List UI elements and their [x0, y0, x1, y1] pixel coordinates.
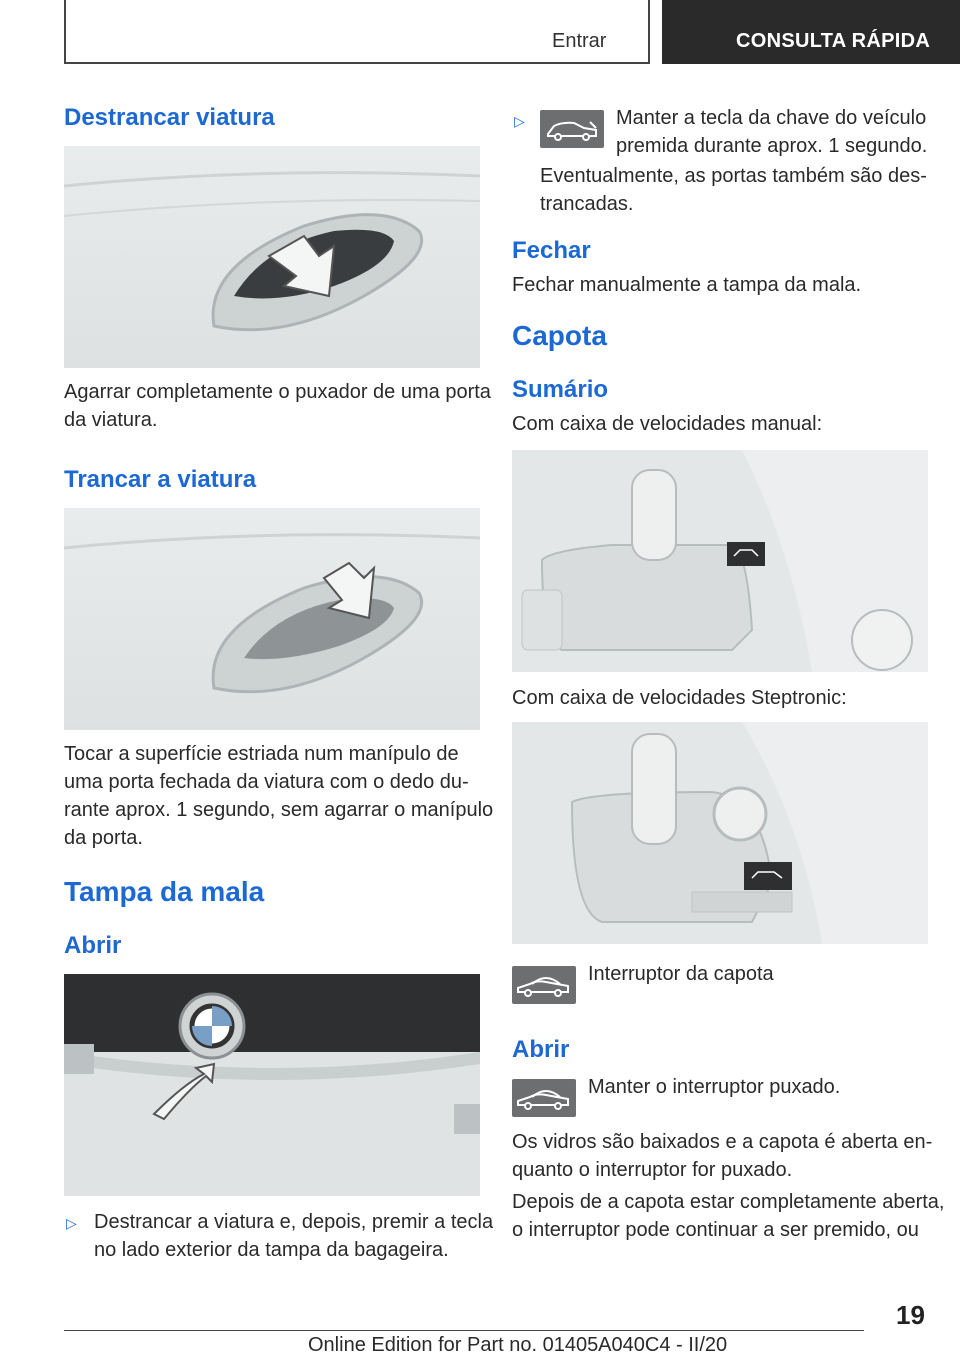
heading-abrir: Abrir	[64, 932, 122, 959]
bullet-triangle-icon: ▷	[66, 1215, 77, 1231]
image-trunk-button	[64, 974, 480, 1196]
para-trancar-l3: rante aprox. 1 segundo, sem agarrar o manípulo	[64, 799, 494, 821]
para-destrancar-l1: Agarrar completamente o puxador de uma porta	[64, 381, 491, 403]
header-rule-left	[64, 0, 66, 64]
heading-fechar: Fechar	[512, 237, 591, 264]
para-eventual-l1: Eventualmente, as portas também são des-	[540, 165, 927, 187]
convertible-roof-icon	[512, 966, 576, 1004]
bullet-abrir-l1: Destrancar a viatura e, depois, premir a tecla	[94, 1211, 494, 1233]
para-trancar-l2: uma porta fechada da viatura com o dedo du-	[64, 771, 469, 793]
bullet-key-l2: premida durante aprox. 1 segundo.	[616, 135, 928, 157]
heading-trancar: Trancar a viatura	[64, 466, 257, 493]
para-steptronic: Com caixa de velocidades Steptronic:	[512, 687, 847, 709]
para-interruptor: Interruptor da capota	[588, 963, 774, 985]
page-number: 19	[896, 1300, 925, 1330]
convertible-roof-icon	[512, 1079, 576, 1117]
heading-destrancar: Destrancar viatura	[64, 104, 275, 131]
heading-capota: Capota	[512, 320, 607, 351]
image-console-manual	[512, 450, 928, 672]
para-fechar: Fechar manualmente a tampa da mala.	[512, 274, 862, 296]
header-rule	[64, 62, 650, 64]
para-vidros-l1: Os vidros são baixados e a capota é aberta en-	[512, 1131, 933, 1153]
header-chapter-box	[662, 0, 960, 64]
header-rule-divider	[648, 0, 650, 64]
heading-tampa-da-mala: Tampa da mala	[64, 876, 265, 907]
heading-abrir-capota: Abrir	[512, 1036, 570, 1063]
image-door-handle-lock	[64, 508, 480, 730]
heading-sumario: Sumário	[512, 376, 609, 403]
footer-rule	[64, 1330, 864, 1331]
para-manter: Manter o interruptor puxado.	[588, 1076, 841, 1098]
para-depois-l2: o interruptor pode continuar a ser premido, ou	[512, 1219, 919, 1241]
bullet-abrir-l2: no lado exterior da tampa da bagageira.	[94, 1239, 449, 1261]
image-door-handle-unlock	[64, 146, 480, 368]
header-chapter-title: CONSULTA RÁPIDA	[736, 30, 931, 52]
para-vidros-l2: quanto o interruptor for puxado.	[512, 1159, 793, 1181]
para-destrancar-l2: da viatura.	[64, 409, 158, 431]
para-depois-l1: Depois de a capota estar completamente aberta,	[512, 1191, 945, 1213]
para-trancar-l4: da porta.	[64, 827, 143, 849]
bullet-triangle-icon: ▷	[514, 113, 525, 129]
car-trunk-key-icon	[540, 110, 604, 148]
bullet-key-l1: Manter a tecla da chave do veículo	[616, 107, 927, 129]
para-manual: Com caixa de velocidades manual:	[512, 413, 823, 435]
para-trancar-l1: Tocar a superfície estriada num manípulo de	[64, 743, 459, 765]
para-eventual-l2: trancadas.	[540, 193, 634, 215]
footer-edition: Online Edition for Part no. 01405A040C4 - II/20	[308, 1334, 728, 1356]
image-console-steptronic	[512, 722, 928, 944]
header-section-title: Entrar	[552, 30, 607, 52]
